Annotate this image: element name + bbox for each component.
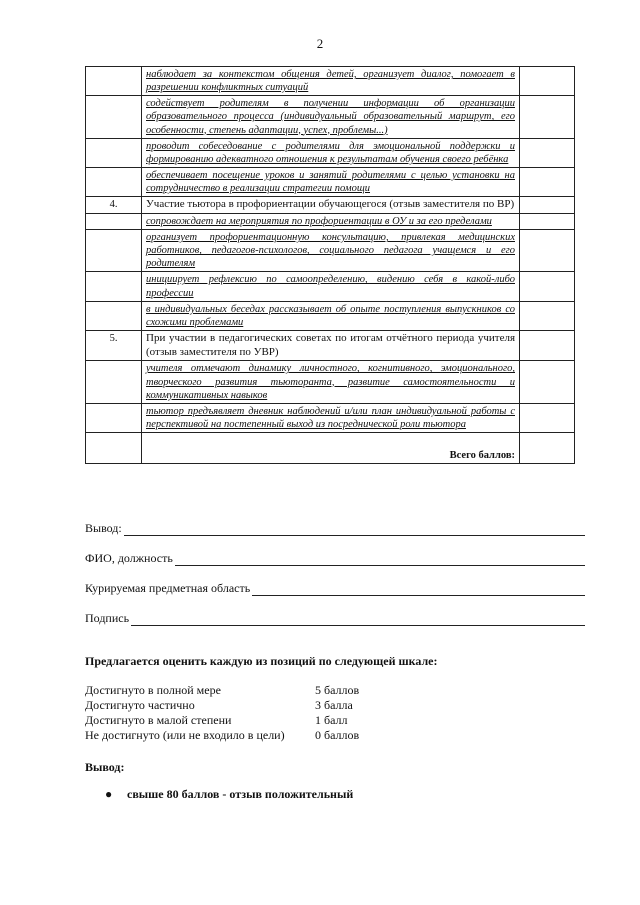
scale-title: Предлагается оценить каждую из позиций по следующей шкале:	[85, 654, 438, 668]
score-cell[interactable]	[520, 67, 575, 96]
score-cell[interactable]	[520, 272, 575, 301]
conclusion-field[interactable]	[85, 521, 585, 536]
score-cell[interactable]	[520, 213, 575, 229]
scale-item: Достигнуто в полной мере 5 баллов	[85, 683, 360, 697]
subject-area-label: Курируемая предметная область	[85, 581, 251, 595]
criterion-row	[86, 361, 575, 403]
criterion-row	[86, 96, 575, 138]
criterion-text: наблюдает за контекстом общения детей, организует диалог, помогает в разрешении конфликтных ситуаций	[142, 67, 520, 96]
score-cell[interactable]	[520, 330, 575, 361]
criterion-text: в индивидуальных беседах рассказывает об опыте поступления выпускников со схожими проблемами	[142, 301, 520, 330]
row-number: 4.	[86, 197, 142, 214]
criterion-row	[86, 213, 575, 229]
bullet-icon: ●	[105, 787, 113, 801]
conclusion-bullet: ● свыше 80 баллов - отзыв положительный	[105, 787, 354, 801]
criterion-row	[86, 67, 575, 96]
scale-list	[85, 683, 359, 743]
signature-label: Подпись	[85, 611, 130, 625]
row-number	[86, 167, 142, 196]
row-number	[86, 272, 142, 301]
scale-item: Достигнуто в малой степени 1 балл	[85, 713, 348, 727]
criterion-row	[86, 230, 575, 272]
row-number: 5.	[86, 330, 142, 361]
total-score-cell[interactable]	[520, 433, 575, 464]
row-number	[86, 301, 142, 330]
score-cell[interactable]	[520, 96, 575, 138]
criterion-row	[86, 403, 575, 432]
criterion-text: инициирует рефлексию по самоопределению, видению себя в какой-либо профессии	[142, 272, 520, 301]
conclusion-title: Вывод:	[85, 760, 125, 774]
criterion-text: организует профориентационную консультацию, привлекая медицинских работников, педагогов-психологов, социального педагога учащемся и его родителям	[142, 230, 520, 272]
name-position-field[interactable]	[85, 551, 585, 566]
conclusion-label: Вывод:	[85, 521, 122, 535]
criterion-row	[86, 167, 575, 196]
section-heading: При участии в педагогических советах по итогам отчётного периода учителя (отзыв заместителя по УВР)	[142, 330, 520, 361]
score-cell[interactable]	[520, 230, 575, 272]
criterion-row	[86, 301, 575, 330]
row-number	[86, 138, 142, 167]
score-cell[interactable]	[520, 301, 575, 330]
row-number	[86, 96, 142, 138]
row-number	[86, 213, 142, 229]
score-cell[interactable]	[520, 138, 575, 167]
score-cell[interactable]	[520, 361, 575, 403]
row-number	[86, 67, 142, 96]
score-cell[interactable]	[520, 197, 575, 214]
subject-area-field[interactable]	[85, 581, 585, 596]
row-number	[86, 433, 142, 464]
total-label: Всего баллов:	[142, 433, 520, 464]
score-cell[interactable]	[520, 167, 575, 196]
criterion-row	[86, 138, 575, 167]
page-number: 2	[316, 36, 324, 51]
criterion-row	[86, 272, 575, 301]
evaluation-table	[85, 66, 575, 464]
score-cell[interactable]	[520, 403, 575, 432]
name-position-label: ФИО, должность	[85, 551, 173, 565]
criterion-text: обеспечивает посещение уроков и занятий родителями с целью установки на сотрудничество в реализации стратегии помощи	[142, 167, 520, 196]
row-number	[86, 230, 142, 272]
row-number	[86, 403, 142, 432]
criterion-text: тьютор предъявляет дневник наблюдений и/или план индивидуальной работы с перспективой на постепенный выход из посреднической роли тьютора	[142, 403, 520, 432]
criterion-text: сопровождает на мероприятия по профориентации в ОУ и за его пределами	[142, 213, 520, 229]
signature-field[interactable]	[85, 611, 585, 626]
criterion-text: содействует родителям в получении информации об организации образовательного процесса (индивидуальный образовательный маршрут, его особенности, степень адаптации, успех, проблемы...)	[142, 96, 520, 138]
section-row	[86, 197, 575, 214]
section-row	[86, 330, 575, 361]
section-heading: Участие тьютора в профориентации обучающегося (отзыв заместителя по ВР)	[142, 197, 520, 214]
scale-item: Не достигнуто (или не входило в цели) 0 баллов	[85, 728, 360, 742]
criterion-text: проводит собеседование с родителями для эмоциональной поддержки и формированию адекватного отношения к результатам обучения своего ребёнка	[142, 138, 520, 167]
scale-item: Достигнуто частично 3 балла	[85, 698, 353, 712]
criterion-text: учителя отмечают динамику личностного, когнитивного, эмоционального, творческого развития тьюторанта, развитие самостоятельности и коммуникативных навыков	[142, 361, 520, 403]
total-row	[86, 433, 575, 464]
row-number	[86, 361, 142, 403]
